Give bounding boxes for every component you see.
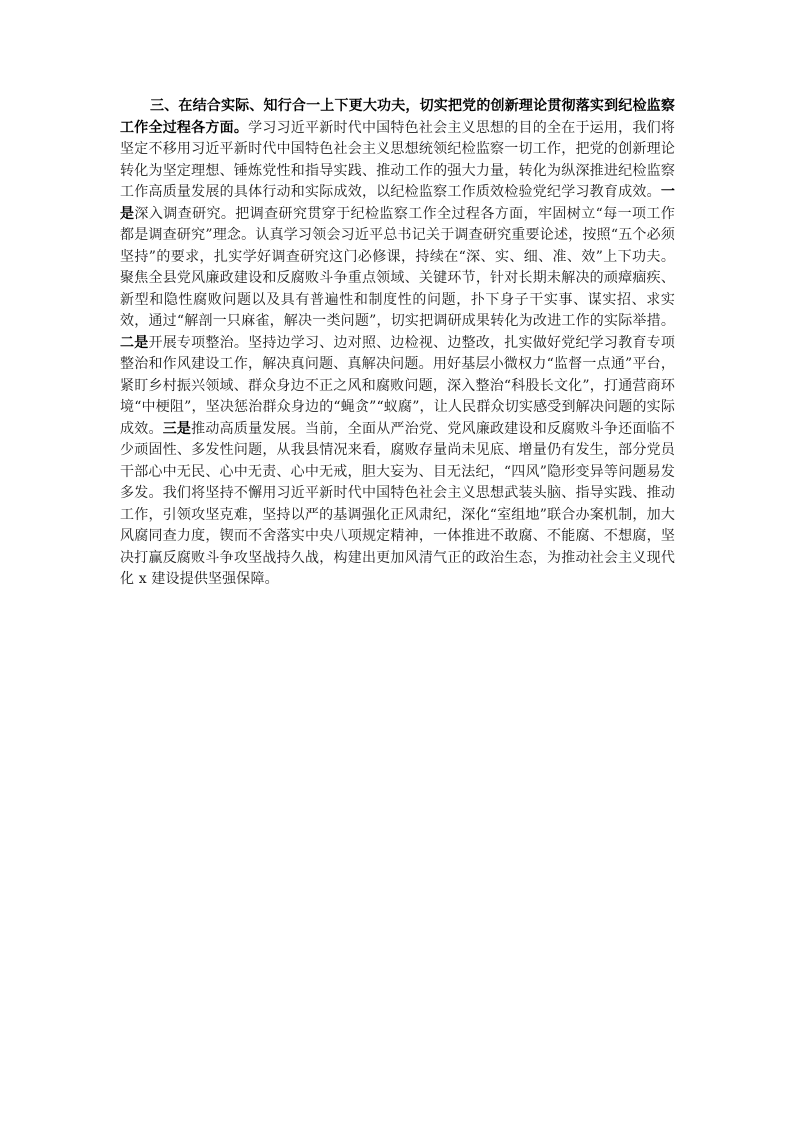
item-2-label: 二是 xyxy=(120,334,149,351)
section-heading: 三、在结合实际、知行合一上下更大功夫，切实把党的创新理论贯彻落实到纪检监察工作全过程各方面。 xyxy=(120,98,675,136)
item-1-label: 一是 xyxy=(120,184,675,222)
section-paragraph xyxy=(120,96,675,591)
section-intro-text: 学习习近平新时代中国特色社会主义思想的目的全在于运用，我们将坚定不移用习近平新时代中国特色社会主义思想统领纪检监察一切工作，把党的创新理论转化为坚定理想、锤炼党性和指导实践、推动工作的强大力量，转化为纵深推进纪检监察工作高质量发展的具体行动和实际成效，以纪检监察工作质效检验党纪学习教育成效。 xyxy=(120,119,675,200)
item-3-label: 三是 xyxy=(162,420,192,437)
document-body xyxy=(120,96,675,591)
item-1-text: 深入调查研究。把调查研究贯穿于纪检监察工作全过程各方面，牢固树立“每一项工作都是调查研究”理念。认真学习领会习近平总书记关于调查研究重要论述，按照“五个必须坚持”的要求，扎实学好调查研究这门必修课，持续在“深、实、细、准、效”上下功夫。聚焦全县党风廉政建设和反腐败斗争重点领域、关键环节，针对长期未解决的顽瘴痼疾、新型和隐性腐败问题以及具有普遍性和制度性的问题，扑下身子干实事、谋实招、求实效，通过“解剖一只麻雀，解决一类问题”，切实把调研成果转化为改进工作的实际举措。 xyxy=(120,205,675,329)
item-2-text: 开展专项整治。坚持边学习、边对照、边检视、边整改，扎实做好党纪学习教育专项整治和作风建设工作，解决真问题、真解决问题。用好基层小微权力“监督一点通”平台，紧盯乡村振兴领域、群众身边不正之风和腐败问题，深入整治“科股长文化”，打通营商环境“中梗阻”，坚决惩治群众身边的“蝇贪”“蚁腐”，让人民群众切实感受到解决问题的实际成效。 xyxy=(120,334,675,437)
item-3-text: 推动高质量发展。当前，全面从严治党、党风廉政建设和反腐败斗争还面临不少顽固性、多发性问题，从我县情况来看，腐败存量尚未见底、增量仍有发生，部分党员干部心中无民、心中无责、心中无戒，胆大妄为、目无法纪，“四风”隐形变异等问题易发多发。我们将坚持不懈用习近平新时代中国特色社会主义思想武装头脑、指导实践、推动工作，引领攻坚克难，坚持以严的基调强化正风肃纪，深化“室组地”联合办案机制，加大风腐同查力度，锲而不舍落实中央八项规定精神，一体推进不敢腐、不能腐、不想腐，坚决打赢反腐败斗争攻坚战持久战，构建出更加风清气正的政治生态，为推动社会主义现代化 x 建设提供坚强保障。 xyxy=(120,420,675,587)
